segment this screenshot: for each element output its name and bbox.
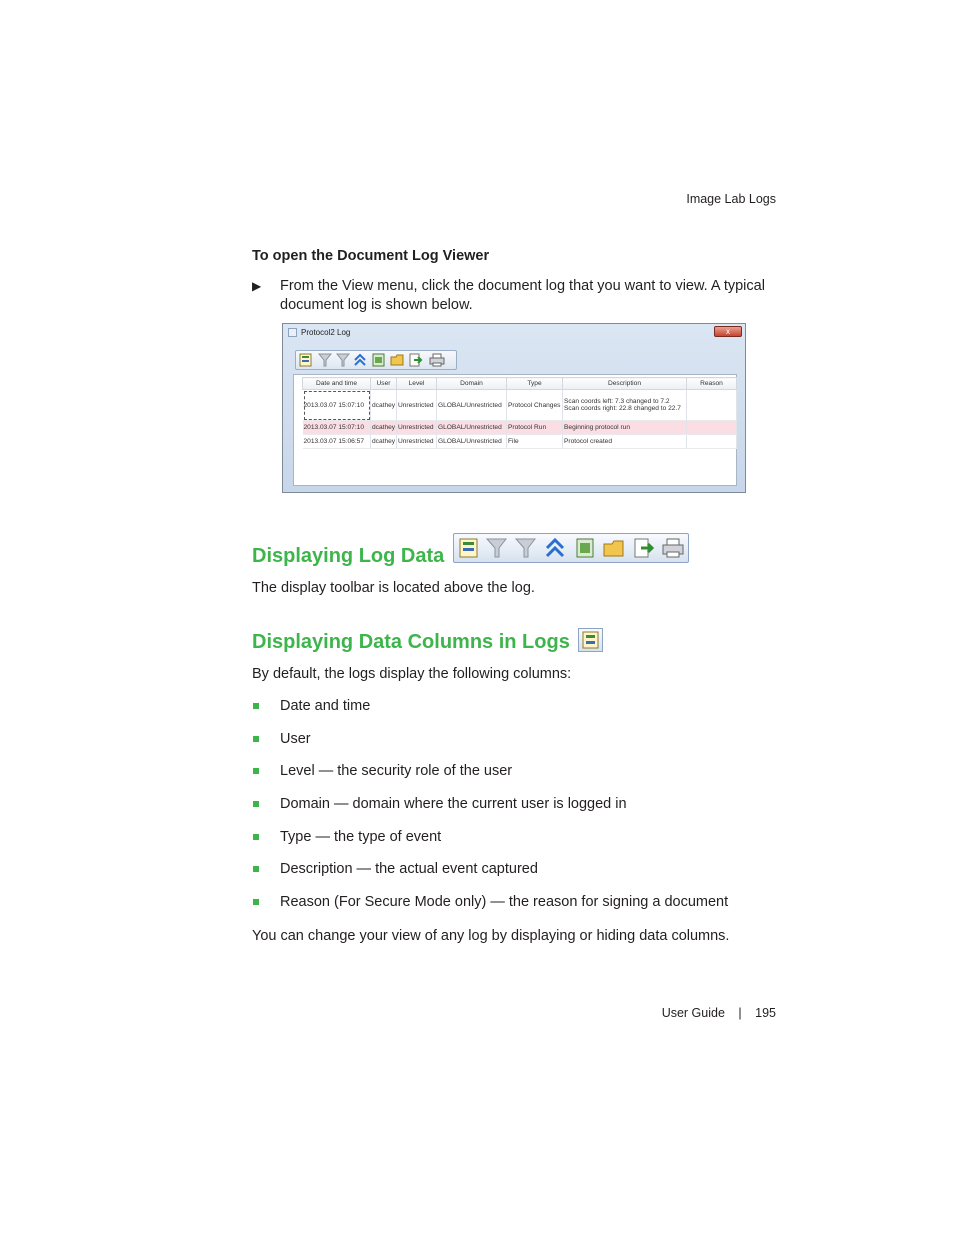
save-icon[interactable] (410, 354, 421, 366)
columns-icon[interactable] (460, 539, 477, 557)
cell-reason (687, 390, 737, 421)
section2-closing: You can change your view of any log by displaying or hiding data columns. (252, 928, 730, 944)
log-toolbar (295, 350, 457, 370)
list-item-text: Date and time (280, 698, 371, 714)
cell-user: dcathey (371, 421, 397, 435)
list-item (252, 763, 772, 796)
footer-guide: User Guide (661, 1006, 725, 1020)
cell-description: Protocol created (563, 435, 687, 449)
cell-description: Beginning protocol run (563, 421, 687, 435)
page-number: 195 (755, 1006, 776, 1020)
save-icon[interactable] (635, 539, 652, 557)
list-item-text: Level — the security role of the user (280, 763, 513, 780)
section-heading-log-data: Displaying Log Data (252, 545, 445, 567)
list-item-text: Description — the actual event captured (280, 861, 538, 878)
section2-intro: By default, the logs display the following columns: (252, 666, 572, 682)
cell-domain: GLOBAL/Unrestricted (437, 390, 507, 421)
list-item-text: Type — the type of event (280, 828, 442, 845)
bullet-icon (253, 768, 259, 774)
cell-description (563, 390, 687, 421)
running-head: Image Lab Logs (686, 192, 776, 206)
section1-text: The display toolbar is located above the log. (252, 580, 535, 596)
column-header-user[interactable]: User (371, 378, 397, 390)
close-button[interactable]: x (714, 326, 742, 337)
open-folder-icon[interactable] (604, 541, 623, 556)
print-icon[interactable] (430, 354, 444, 366)
list-item (252, 894, 772, 927)
filter-icon[interactable] (487, 539, 506, 557)
open-folder-icon[interactable] (391, 355, 403, 365)
cell-type: File (507, 435, 563, 449)
list-item (252, 731, 772, 764)
column-header-type[interactable]: Type (507, 378, 563, 390)
filter-icon[interactable] (319, 354, 331, 366)
table-row[interactable] (303, 421, 737, 435)
column-list (252, 698, 772, 927)
export-icon[interactable] (577, 539, 593, 557)
log-table (302, 377, 737, 449)
display-toolbar (453, 533, 689, 563)
cell-type: Protocol Run (507, 421, 563, 435)
procedure-title: To open the Document Log Viewer (252, 248, 490, 264)
columns-icon[interactable] (300, 354, 311, 366)
collapse-icon[interactable] (547, 540, 563, 556)
document-log-window (282, 323, 746, 493)
bullet-icon (253, 834, 259, 840)
footer-separator: | (738, 1006, 742, 1020)
cell-date: 2013.03.07 15:07:10 (303, 421, 371, 435)
list-item-text: Domain — domain where the current user is logged in (280, 796, 627, 813)
list-item (252, 829, 772, 862)
cell-user: dcathey (371, 390, 397, 421)
log-table-area (293, 374, 737, 486)
column-header-level[interactable]: Level (397, 378, 437, 390)
table-row[interactable] (303, 435, 737, 449)
table-row[interactable] (303, 390, 737, 421)
cell-user: dcathey (371, 435, 397, 449)
print-icon[interactable] (663, 539, 683, 557)
step-arrow-icon: ▶ (252, 279, 262, 293)
bullet-icon (253, 703, 259, 709)
cell-domain: GLOBAL/Unrestricted (437, 421, 507, 435)
bullet-icon (253, 866, 259, 872)
cell-level: Unrestricted (397, 421, 437, 435)
list-item (252, 861, 772, 894)
column-header-domain[interactable]: Domain (437, 378, 507, 390)
cell-domain: GLOBAL/Unrestricted (437, 435, 507, 449)
description-line: Scan coords left: 7.3 changed to 7.2 (564, 398, 670, 405)
clear-filter-icon[interactable] (337, 354, 349, 366)
cell-reason (687, 435, 737, 449)
cell-type: Protocol Changes (507, 390, 563, 421)
list-item (252, 698, 772, 731)
window-title: Protocol2 Log (301, 328, 351, 337)
export-icon[interactable] (373, 354, 384, 366)
log-header-row (303, 378, 737, 390)
cell-date: 2013.03.07 15:06:57 (303, 435, 371, 449)
cell-level: Unrestricted (397, 435, 437, 449)
columns-icon[interactable] (578, 628, 603, 652)
list-item (252, 796, 772, 829)
collapse-icon[interactable] (355, 355, 365, 365)
bullet-icon (253, 801, 259, 807)
cell-reason (687, 421, 737, 435)
section-heading-data-columns: Displaying Data Columns in Logs (252, 631, 570, 653)
list-item-text: User (280, 730, 311, 747)
clear-filter-icon[interactable] (516, 539, 535, 557)
list-item-text: Reason (For Secure Mode only) — the reason for signing a document (280, 894, 729, 911)
cell-level: Unrestricted (397, 390, 437, 421)
cell-date: 2013.03.07 15:07:10 (303, 390, 371, 421)
step-text: From the View menu, click the document log that you want to view. A typical document log is shown below. (280, 278, 765, 313)
app-icon (288, 328, 297, 337)
column-header-reason[interactable]: Reason (687, 378, 737, 390)
bullet-icon (253, 899, 259, 905)
description-line: Scan coords right: 22.8 changed to 22.7 (564, 405, 681, 412)
column-header-description[interactable]: Description (563, 378, 687, 390)
column-header-date[interactable]: Date and time (303, 378, 371, 390)
page-footer (600, 1006, 776, 1020)
bullet-icon (253, 736, 259, 742)
